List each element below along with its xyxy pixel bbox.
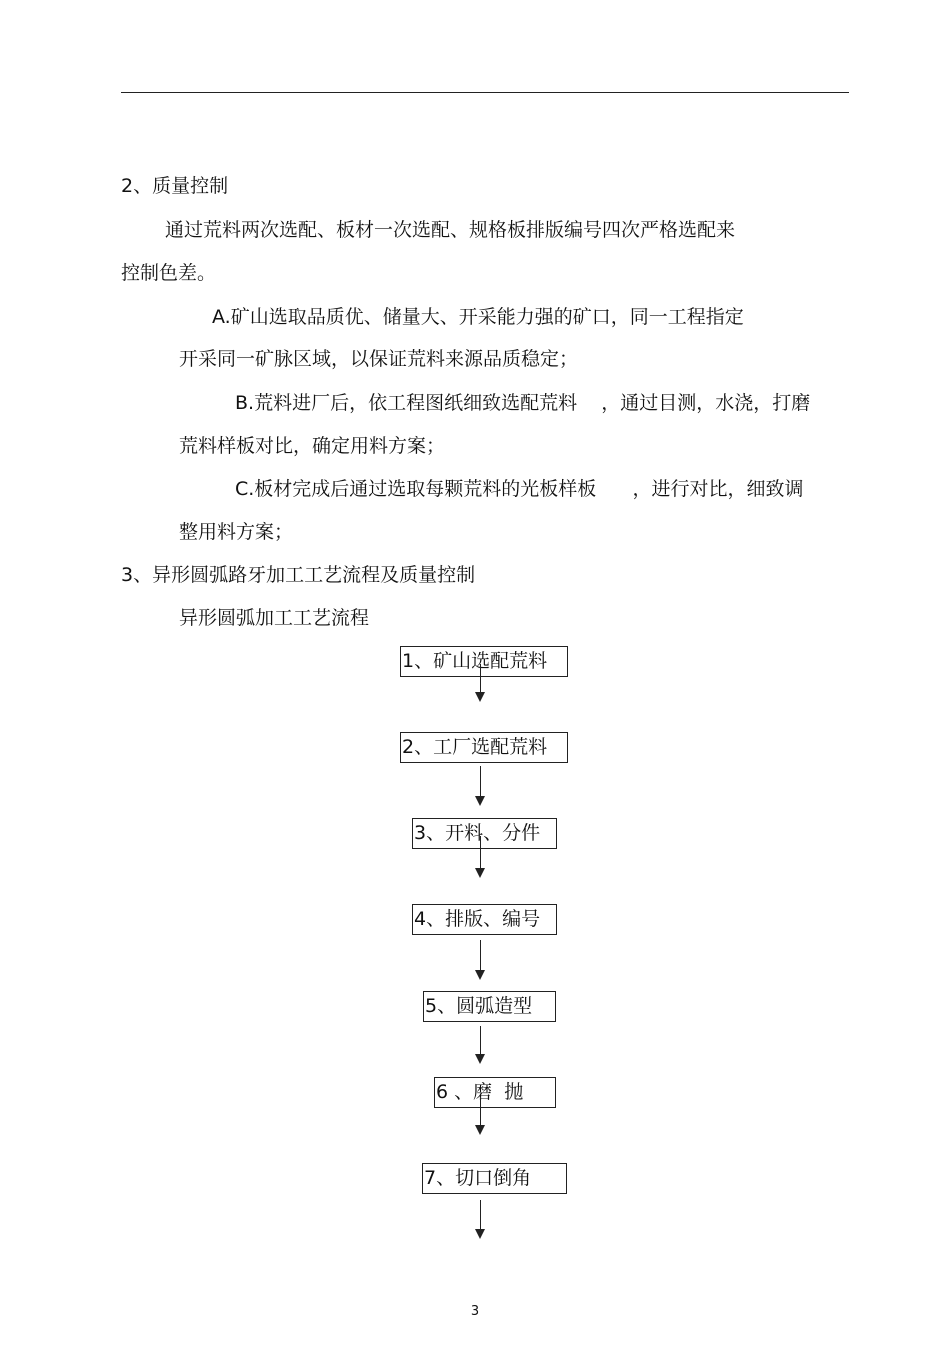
down-arrow-icon [480,664,481,700]
item-a-line: 开采同一矿脉区域，以保证荒料来源品质稳定； [179,348,579,370]
flow-step-box: 3、开料、分件 [412,818,557,849]
flow-step-box: 7、切口倒角 [422,1163,567,1194]
item-b-line: B.荒料进厂后，依工程图纸细致选配荒料 ，通过目测，水浇，打磨 [235,392,811,414]
item-a-line: A.矿山选取品质优、储量大、开采能力强的矿口，同一工程指定 [212,306,744,328]
flow-step-box: 5、圆弧造型 [423,991,556,1022]
page-number: 3 [470,1304,480,1319]
down-arrow-icon [480,940,481,978]
flow-subheading: 异形圆弧加工工艺流程 [179,607,370,629]
flow-step-box: 1、矿山选配荒料 [400,646,568,677]
item-c-line: C.板材完成后通过选取每颗荒料的光板样板 ，进行对比，细致调 [235,478,804,500]
flow-step-box: 4、排版、编号 [412,904,557,935]
flow-step-box: 2、工厂选配荒料 [400,732,568,763]
down-arrow-icon [480,1097,481,1133]
flow-step-box: 6 、磨 抛 [434,1077,556,1108]
down-arrow-icon [480,766,481,804]
item-b-line: 荒料样板对比，确定用料方案； [179,435,446,457]
paragraph-line: 通过荒料两次选配、板材一次选配、规格板排版编号四次严格选配来 [165,219,736,241]
down-arrow-icon [480,1026,481,1062]
item-c-line: 整用料方案； [179,521,294,543]
down-arrow-icon [480,1200,481,1237]
paragraph-line: 控制色差。 [121,262,217,284]
section-2-heading: 2、质量控制 [121,175,229,197]
section-3-heading: 3、异形圆弧路牙加工工艺流程及质量控制 [121,564,476,586]
header-rule [121,92,849,93]
down-arrow-icon [480,836,481,876]
